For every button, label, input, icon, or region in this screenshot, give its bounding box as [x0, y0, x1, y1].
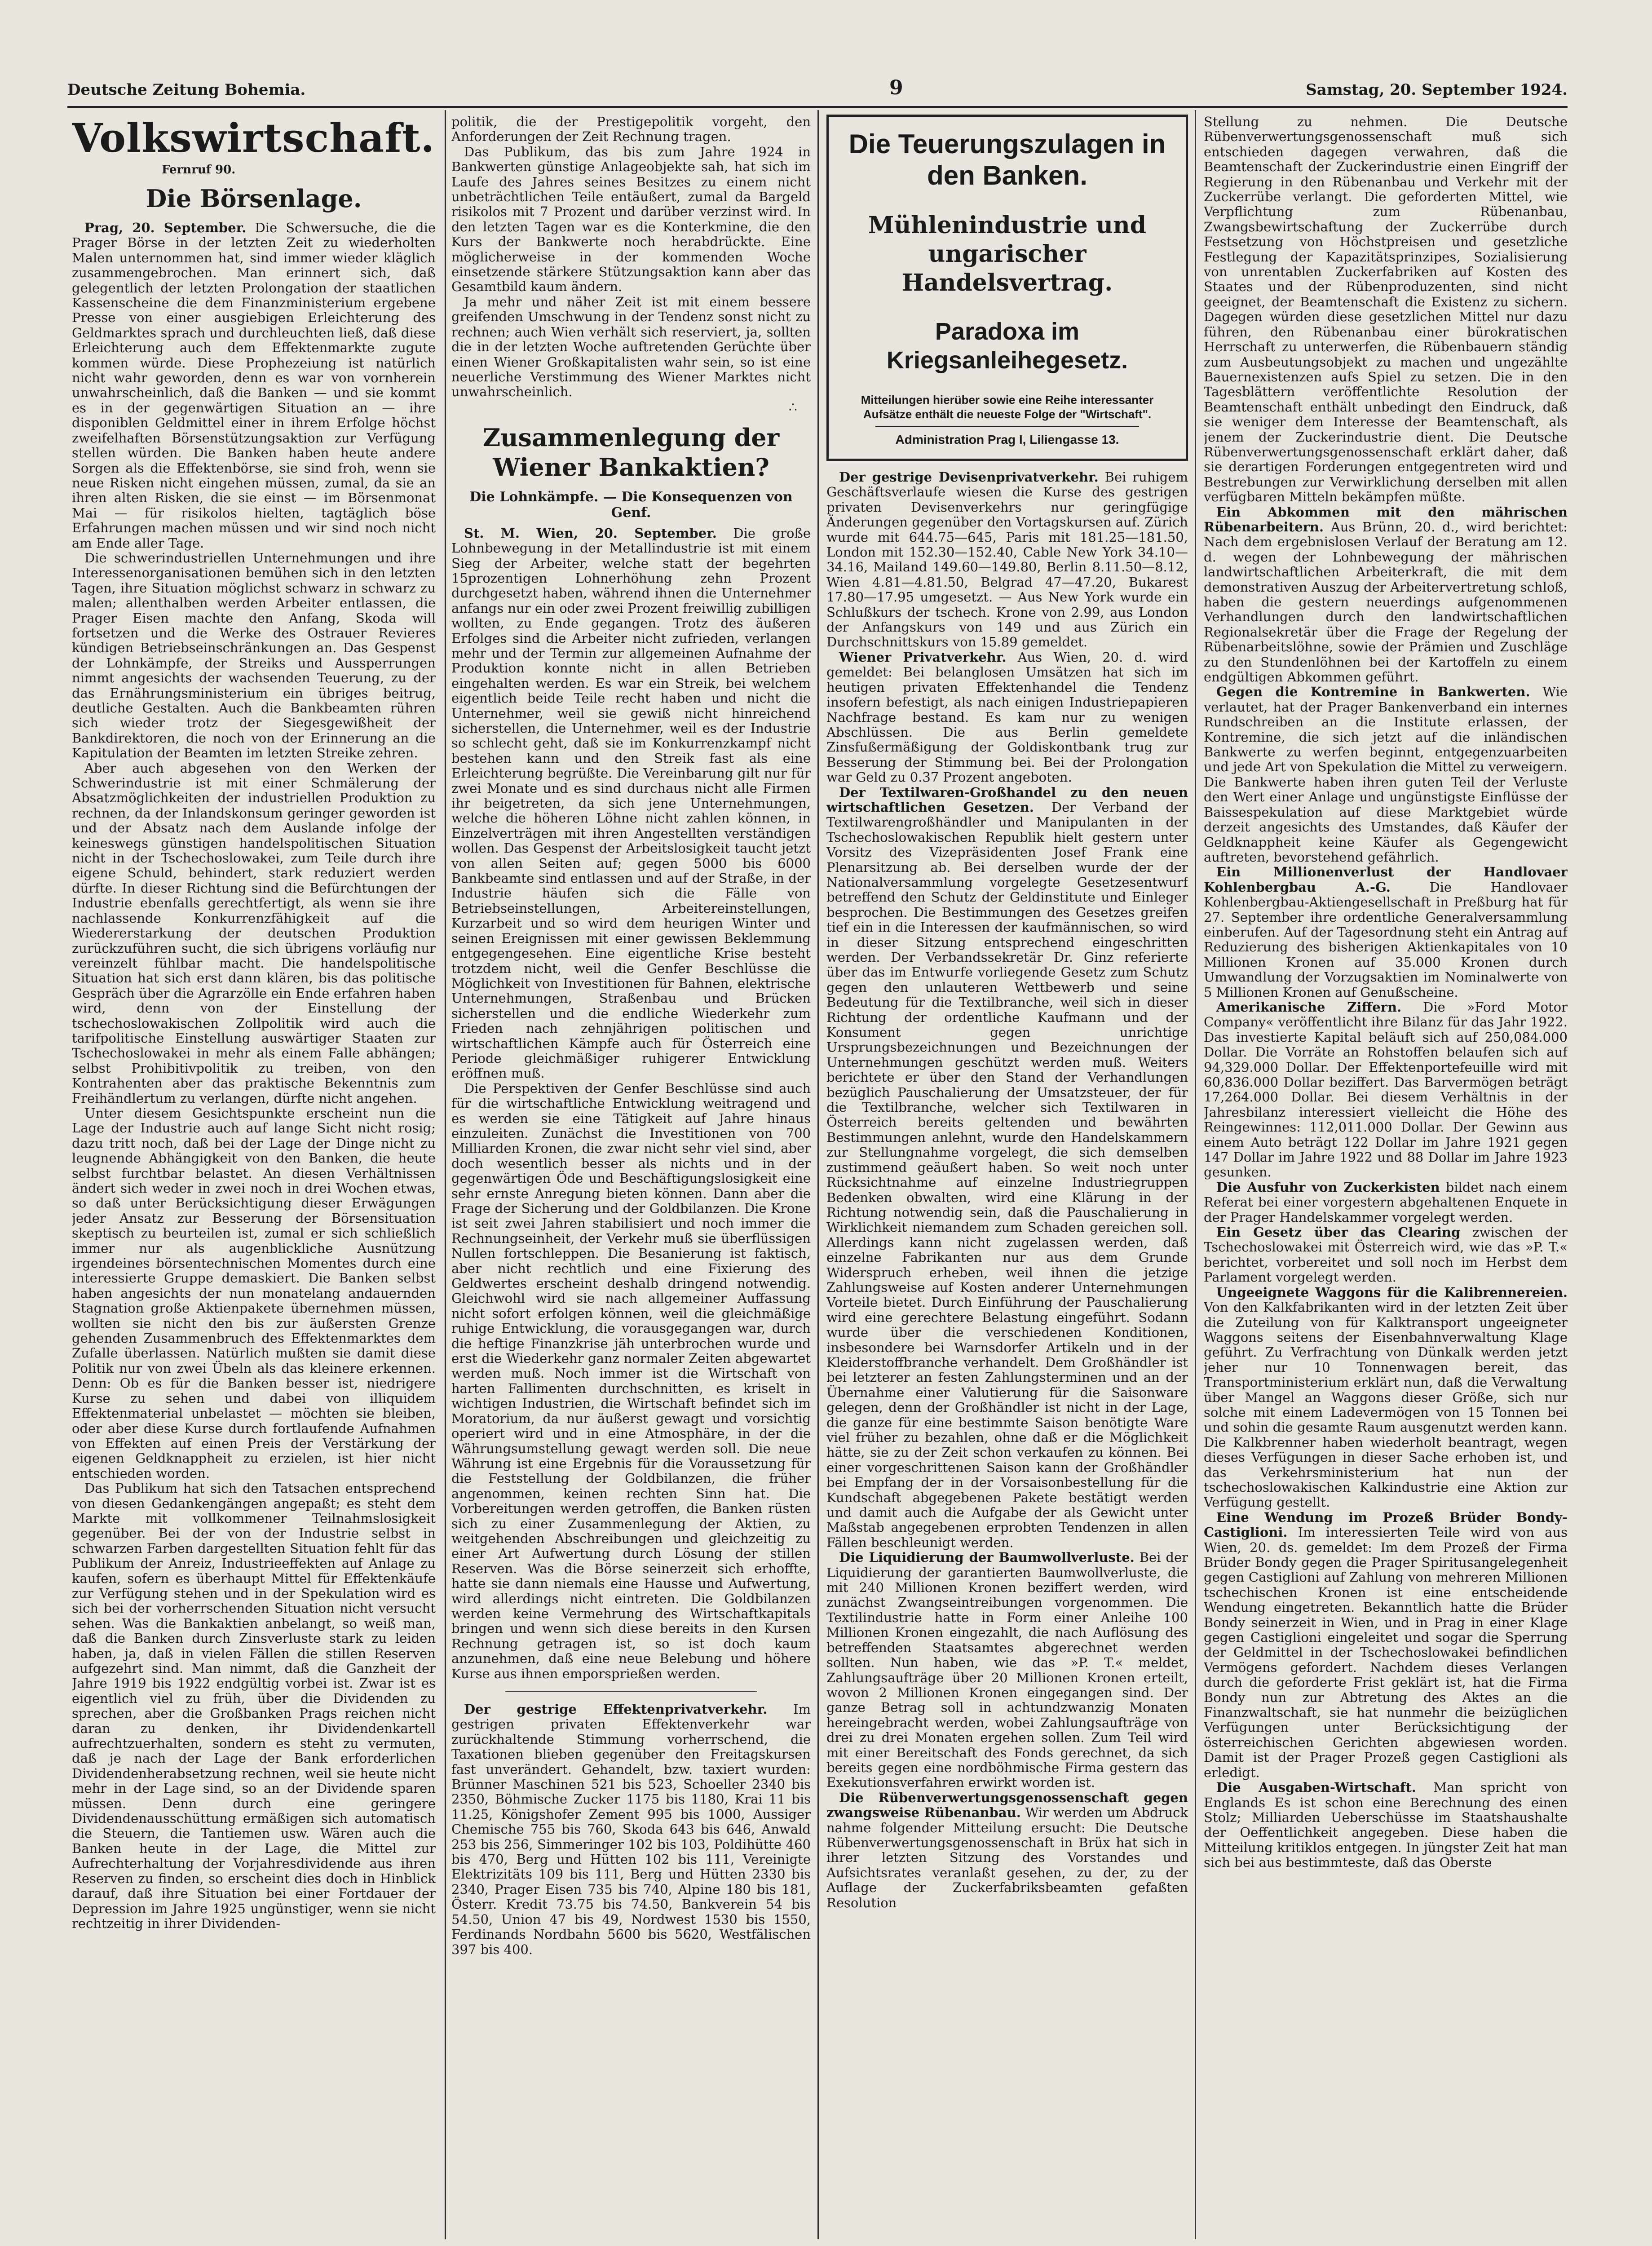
- paragraph: Im interessierten Teile wird von aus Wien, 20. ds. gemeldet: Im dem Prozeß der Firma Brüder Bondy gegen die Prager Spiritusangelegenheit gegen Castiglioni auf Zahlung von mehreren Millionen tschechischen Kronen ist eine entscheidende Wendung eingetreten. Bekanntlich hatte die Brüder Bondy seinerzeit in Wien, und in Prag in einer Klage gegen Castiglioni eingeleitet und sogar die Sperrung der Geldmittel in der Tschechoslowakei befindlichen Vermögens gefordert. Nachdem dieses Verlangen durch die geforderte Frist geklärt ist, hat die Firma Bondy nun zur Abtretung des Aktes an die Finanzwaltschaft, sie hat nunmehr die beizüglichen Verfügungen unter Berücksichtigung der österreichischen Gerichten abgewiesen worden. Damit ist der Prager Prozeß gegen Castiglioni als erledigt.: [1204, 1525, 1568, 1780]
- article-body: [451, 1702, 811, 1957]
- item-headline: Ungeeignete Waggons für die Kalibrennereien.: [1216, 1284, 1568, 1300]
- paragraph: Das Publikum, das bis zum Jahre 1924 in Bankwerten günstige Anlageobjekte sah, hat sich im Laufe des Jahres seines Besitzes zu einem nicht unbeträchtlichen Teile entäußert, zumal da Bargeld risikolos mit 7 Prozent und darüber verzinst wird. In den letzten Tagen war es die Konterkmine, die den Kurs der Bankwerte noch herabdrückte. Eine möglicherweise in der kommenden Woche einsetzende stärkere Stützungsaktion kann aber das Gesamtbild kaum ändern.: [451, 144, 811, 295]
- item-headline: Amerikanische Ziffern.: [1216, 999, 1402, 1015]
- column-4: [1204, 115, 1568, 2235]
- item-headline: Der gestrige Effektenprivatverkehr.: [464, 1702, 768, 1717]
- paragraph: Aus Wien, 20. d. wird gemeldet: Bei belanglosen Umsätzen hat sich im heutigen privaten Effektenhandel die Tendenz insofern befestigt, als nach einigen Industriepapieren Nachfrage bestand. Es kam nur zu wenigen Abschlüssen. Die aus Berlin gemeldete Zinsfußermäßigung der Goldiskontbank trug zur Besserung der Stimmung bei. Bei der Prolongation war Geld zu 0.37 Prozent angeboten.: [826, 649, 1188, 785]
- paragraph: Die Perspektiven der Genfer Beschlüsse sind auch für die wirtschaftliche Entwicklung weitragend und es werden sie eine Tätigkeit auf Jahre hinaus einzuleiten. Zunächst die Investitionen von 700 Milliarden Kronen, die zwar nicht sehr viel sind, aber doch wesentlich besser als nichts und in der gegenwärtigen Öde und Beschäftigungslosigkeit eine sehr ernste Anregung bieten können. Dann aber die Frage der Sicherung und der Goldbilanzen. Die Krone ist seit zwei Jahren stabilisiert und noch immer die Rechnungseinheit, der Verkehr muß sie überflüssigen Nullen fortschleppen. Die Besanierung ist faktisch, aber nicht rechtlich und eine Fixierung des Geldwertes erscheint deshalb dringend notwendig. Gleichwohl wird sie nach allgemeiner Auffassung nicht sofort erfolgen können, weil die gleichmäßige ruhige Entwicklung, die vorausgegangen war, durch die heftige Finanzkrise jäh unterbrochen wurde und erst die Wiederkehr ganz normaler Zeiten abgewartet werden muß. Noch immer ist die Wirtschaft von harten Fallimenten durchschnitten, es kriselt in wichtigen Industrien, die Wirtschaft befindet sich im Moratorium, da nur äußerst gewagt und vorsichtig operiert wird und in eine Atmosphäre, in der die Währungsumstellung gewagt werden soll. Die neue Währung ist eine Ergebnis für die Voraussetzung für die Feststellung der Goldbilanzen, die früher angenommen, keinen rechten Sinn hat. Die Vorbereitungen werden getroffen, die Banken rüsten sich zu einer Zusammenlegung der Aktien, zu weitgehenden Abschreibungen und gleichzeitig zu einer Art Aufwertung durch Lösung der stillen Reserven. Was die Börse seinerzeit sich erhoffte, hatte sie dann niemals eine Hausse und Aufwertung, wird allerdings nicht eintreten. Die Goldbilanzen werden keine Vermehrung des Wirtschaftkapitals bringen und wenn sich diese bereits in den Kursen Rechnung getragen ist, so ist doch kaum anzunehmen, daß eine neue Belebung und höhere Kurse aus ihnen emporsprießen werden.: [451, 1080, 811, 1681]
- article-subheadline: Die Lohnkämpfe. — Die Konsequenzen von Genf.: [469, 489, 793, 521]
- dateline: St. M. Wien, 20. September.: [464, 525, 717, 541]
- header-rule: [67, 106, 1568, 108]
- ad-title: Die Teuerungszulagen in den Banken.: [848, 129, 1166, 190]
- paragraph: Die große Lohnbewegung in der Metallindustrie ist mit einem Sieg der Arbeiter, welche statt der begehrten 15prozentigen Lohnerhöhung zehn Prozent durchgesetzt haben, während ihnen die Unternehmer anfangs nur ein oder zwei Prozent freiwillig zubilligen wollten, zu Ende gegangen. Trotz des äußeren Erfolges sind die Arbeiter nicht zufrieden, verlangen mehr und der Termin zur allgemeinen Aufnahme der Produktion konnte nicht in allen Betrieben eingehalten werden. Es war ein Streik, bei welchem eigentlich beide Teile recht haben und nicht die Unternehmer, weil sie gewiß nicht hinreichend sicherstellen, die Unternehmer, weil es der Industrie so schlecht geht, daß sie im Konkurrenzkampf nicht bestehen kann und den Streik fast als eine Erleichterung begrüßte. Die Vereinbarung gilt nur für zwei Monate und es sind durchaus nicht alle Firmen ihr beigetreten, da sich jene Unternehmungen, welche die höheren Löhne nicht zahlen können, in Einzelverträgen mit ihren Angestellten verständigen wollen. Das Gespenst der Arbeitslosigkeit taucht jetzt von allen Seiten auf; gegen 5000 bis 6000 Bankbeamte sind entlassen und auf der Straße, in der Industrie häufen sich die Fälle von Betriebseinstellungen, Arbeitereinstellungen, Kurzarbeit und so wird dem heurigen Winter und seinen Ereignissen mit einer gewissen Beklemmung entgegengesehen. Eine eigentliche Krise besteht trotzdem nicht, weil die Genfer Beschlüsse die Möglichkeit von Investitionen für Bahnen, elektrische Unternehmungen, Straßenbau und Brücken sicherstellen und die endliche Wiederkehr zum Frieden nach zehnjährigen politischen und wirtschaftlichen Kämpfe auch für Österreich eine Periode gleichmäßiger ruhigerer Entwicklung eröffnen muß.: [451, 525, 811, 1081]
- item-headline: Die Rübenverwertungsgenossenschaft gegen zwangsweise Rübenanbau.: [826, 1790, 1188, 1821]
- paragraph: Im gestrigen privaten Effektenverkehr war zurückhaltende Stimmung vorherrschend, die Taxationen blieben gegenüber den Freitagskursen fast unverändert. Gehandelt, bzw. taxiert wurden: Brünner Maschinen 521 bis 523, Schoeller 2340 bis 2350, Böhmische Zucker 1175 bis 1180, Krai 11 bis 11.25, Königshofer Zement 995 bis 1000, Aussiger Chemische 755 bis 760, Skoda 643 bis 646, Anwald 253 bis 256, Simmeringer 102 bis 103, Poldihütte 460 bis 470, Berg und Hütten 102 bis 111, Vereinigte Elektrizitäts 109 bis 111, Berg und Hütten 2330 bis 2340, Prager Eisen 735 bis 740, Alpine 180 bis 181, Österr. Kredit 73.75 bis 74.50, Bankverein 54 bis 54.50, Union 47 bis 49, Nordwest 1530 bis 1550, Ferdinands Nordbahn 5600 bis 5620, Westfälischen 397 bis 400.: [451, 1702, 811, 1957]
- column-1: [72, 115, 436, 2235]
- item-headline: Ein Abkommen mit den mährischen Rübenarbeitern.: [1204, 504, 1568, 535]
- item-headline: Ein Millionenverlust der Handlovaer Kohlenbergbau A.-G.: [1204, 864, 1568, 895]
- paragraph: Stellung zu nehmen. Die Deutsche Rübenverwertungsgenossenschaft muß sich entschieden dagegen verwahren, daß die Beamtenschaft der Zuckerindustrie einen Eingriff der Regierung in den Rübenanbau und Verkehr mit der Zuckerrübe verlangt. Die geforderten Mittel, wie Verpflichtung zum Rübenanbau, Zwangsbewirtschaftung der Zuckerrübe durch Festsetzung von Höchstpreisen und gesetzliche Festlegung der Kapazitätsprinzipes, Sozialisierung von unrentablen Zuckerfabriken auf Kosten des Staates und der Rübenproduzenten, sind nicht geeignet, der Beamtenschaft die Existenz zu sichern. Dagegen würden diese gesetzlichen Mittel nur dazu führen, den Rübenanbau einer bürokratischen Herrschaft zu unterwerfen, die Rübenbauern ständig zum Ausbeutungsobjekt zu machen und ungezählte Bauernexistenzen aufs Spiel zu setzen. Die in den Tagesblättern veröffentlichte Resolution der Beamtenschaft enthält unbedingt den Eindruck, daß sie weniger dem Interesse der Beamtenschaft, als jenem der Zuckerindustrie dient. Die Deutsche Rübenverwertungsgenossenschaft erklärt daher, daß sie derartigen Forderungen entgegentreten wird und Bestrebungen zur Verwirklichung derselben mit allen verfügbaren Mitteln bekämpfen müßte.: [1204, 115, 1568, 505]
- paragraph: Wir werden um Abdruck nahme folgender Mitteilung ersucht: Die Deutsche Rübenverwertungsgenossenschaft in Brüx hat sich in ihrer letzten Sitzung des Vorstandes und Aufsichtsrates veranlaßt gesehen, zu der, zu der Auflage der Zuckerfabriksbeamten gefaßten Resolution: [826, 1805, 1188, 1910]
- item-headline: Der gestrige Devisenprivatverkehr.: [839, 469, 1099, 485]
- item-headline: Gegen die Kontremine in Bankwerten.: [1216, 684, 1530, 700]
- paragraph: Von den Kalkfabrikanten wird in der letzten Zeit über die Zuteilung von für Kalktransport ungeeigneter Waggons seitens der Eisenbahnverwaltung Klage geführt. Zu Verfrachtung von Dünkalk werden jetzt jeher nur 10 Tonnenwagen bereit, das Transportministerium erklärt nun, daß die Verwaltung über Mangel an Waggons dieser Größe, sich nur solche mit einem Ladevermögen von 15 Tonnen bei und sohin die gesamte Raum ausgenutzt werden kann. Die Kalkbrenner haben wiederholt beantragt, wegen dieses Verfügungen in dieser Sache erhoben ist, und das Verkehrsministerium hat nun der tschechoslowakischen Kalkindustrie eine Aktion zur Verfügung gestellt.: [1204, 1300, 1568, 1510]
- article-headline: Zusammenlegung der Wiener Bankaktien?: [482, 423, 780, 482]
- paragraph: Die schwerindustriellen Unternehmungen und ihre Interessenorganisationen bemühen sich in den letzten Tagen, ihre Situation möglichst schwarz in schwarz zu malen; allenthalben werden Arbeiter entlassen, die Prager Eisen machte den Anfang, Skoda will fortsetzen und die Werke des Ostrauer Revieres kündigen Betriebseinschränkungen an. Das Gespenst der Lohnkämpfe, der Streiks und Aussperrungen nimmt angesichts der wachsenden Teuerung, zu der das Ernährungsministerium ein übriges beitrug, deutliche Gestalten. Auch die Bankbeamten rühren sich wieder trotz der Siegesgewißheit der Bankdirektoren, die noch von der Erinnerung an die Kapitulation der Beamten im letzten Streike zehren.: [72, 550, 436, 761]
- item-headline: Wiener Privatverkehr.: [839, 649, 1007, 665]
- article-body: [826, 470, 1188, 1910]
- article-body: [451, 526, 811, 1681]
- article-body: [72, 221, 436, 1931]
- article-body: [451, 115, 811, 400]
- paragraph: Bei der Liquidierung der garantierten Baumwollverluste, die mit 240 Millionen Kronen beziffert werden, wird zunächst Zwangseintreibungen vorgenommen. Die Textilindustrie hatte in Form einer Anleihe 100 Millionen Kronen eingezahlt, die nach Auflösung des betreffenden Staatsamtes abgerechnet werden sollten. Nun haben, wie das »P. T.« meldet, Zahlungsaufträge über 20 Millionen Kronen erteilt, wovon 2 Millionen Kronen eingegangen sind. Der ganze Betrag soll in achtundzwanzig Monaten hereingebracht werden, wobei Zahlungsaufträge von drei zu drei Monaten ergehen sollen. Zum Teil wird mit einer Bereitschaft des Fonds gerechnet, da sich bereits gegen eine nordböhmische Firma gestern das Exekutionsverfahren erwirkt worden ist.: [826, 1550, 1188, 1791]
- item-headline: Die Ausfuhr von Zuckerkisten: [1216, 1179, 1440, 1195]
- item-headline: Der Textilwaren-Großhandel zu den neuen wirtschaftlichen Gesetzen.: [826, 784, 1188, 815]
- issue-date: Samstag, 20. September 1924.: [1306, 81, 1568, 99]
- column-3: [826, 115, 1188, 2235]
- ornament: ∴: [788, 399, 797, 416]
- paragraph: bildet nach einem Referat bei einer vorgestern abgehaltenen Enquete in der Prager Handelskammer vorgelegt werden.: [1204, 1179, 1568, 1225]
- item-headline: Die Ausgaben-Wirtschaft.: [1216, 1780, 1416, 1795]
- page-header: [67, 76, 1568, 103]
- paragraph: Ja mehr und näher Zeit ist mit einem bessere greifenden Umschwung in der Tendenz sonst nicht zu rechnen; auch Wien verhält sich reserviert, ja, sollten die in der letzten Woche auftretenden Gerüchte über einen Wiener Großkapitalisten wahr sein, so ist eine neuerliche Verstimmung des Wiener Marktes nicht unwahrscheinlich.: [451, 294, 811, 400]
- item-headline: Die Liquidierung der Baumwollverluste.: [839, 1550, 1135, 1565]
- paragraph: Aus Brünn, 20. d., wird berichtet: Nach dem ergebnislosen Verlauf der Beratung am 12. d. wegen der Lohnbewegung der mährischen landwirtschaftlichen Arbeiterkraft, die mit dem demonstrativen Auszug der Arbeitervertretung schloß, haben die gestern neuerdings aufgenommenen Verhandlungen durch den landwirtschaftlichen Regionalsekretär über die Frage der Regelung der Rübenarbeitslöhne, sowie der Prämien und Zuschläge zu den Stundenlöhnen bei der Kartoffeln zu einem endgültigen Abkommen geführt.: [1204, 519, 1568, 685]
- paragraph: zwischen der Tschechoslowakei mit Österreich wird, wie das »P. T.« berichtet, vorbereitet und soll noch im Herbst dem Parlament vorgelegt werden.: [1204, 1225, 1568, 1285]
- item-headline: Ein Gesetz über das Clearing: [1216, 1225, 1461, 1240]
- section-phone: Fernruf 90.: [162, 163, 236, 177]
- column-2: [451, 115, 811, 2235]
- advertisement-box: [826, 115, 1188, 461]
- article-body: [1204, 115, 1568, 1870]
- paper-name: Deutsche Zeitung Bohemia.: [67, 81, 306, 99]
- paragraph: Die »Ford Motor Company« veröffentlicht ihre Bilanz für das Jahr 1922. Das investierte Kapital beläuft sich auf 250,084.000 Dollar. Die Vorräte an Rohstoffen belaufen sich auf 94,329.000 Dollar. Der Effektenportefeuille wird mit 60,836.000 Dollar beziffert. Das Barvermögen beträgt 17,264.000 Dollar. Bei diesem Verhältnis in der Jahresbilanz interessiert vielleicht die Höhe des Reingewinnes: 112,011.000 Dollar. Der Gewinn aus einem Auto beträgt 122 Dollar im Jahre 1921 gegen 147 Dollar im Jahre 1922 und 88 Dollar im Jahre 1923 gesunken.: [1204, 999, 1568, 1180]
- ad-line: Mühlenindustrie und ungarischer Handelsvertrag.: [868, 212, 1147, 296]
- paragraph: Die Handlovaer Kohlenbergbau-Aktiengesellschaft in Preßburg hat für 27. September ihre ordentliche Generalversammlung einberufen. Auf der Tagesordnung steht ein Antrag auf Reduzierung des bisherigen Aktienkapitales von 10 Millionen Kronen auf 35.000 Kronen durch Umwandlung der Vorzugsaktien im Nominalwerte von 5 Millionen Kronen auf Genußscheine.: [1204, 879, 1568, 1000]
- ad-rule: [875, 426, 1139, 427]
- ad-note: Mitteilungen hierüber sowie eine Reihe interessanter Aufsätze enthält die neueste Folge der "Wirtschaft".: [861, 393, 1154, 421]
- article-separator: [505, 1691, 757, 1692]
- page-number: 9: [889, 76, 903, 99]
- paragraph: Man spricht von Englands Es ist schon eine Berechnung des einen Stolz; Milliarden Ueberschüsse im Staatshaushalte der Oeffentlichkeit angegeben. Diese haben die Mitteilung kritiklos entgegen. In jüngster Zeit hat man sich bei aus bestimmteste, daß das Oberste: [1204, 1780, 1568, 1870]
- paragraph: Die Schwersuche, die die Prager Börse in der letzten Zeit zu wiederholten Malen unternommen hat, sind immer wieder kläglich zusammengebrochen. Man erinnert sich, daß gelegentlich der letzten Prolongation der staatlichen Kassenscheine die dem Finanzministerium ergebene Presse von einer ausgiebigen Erleichterung des Geldmarktes sprach und durchleuchten ließ, daß diese Erleichterung auch dem Effektenmarkte zugute kommen würde. Diese Prophezeiung ist natürlich nicht wahr geworden, denn es war von vornherein unwahrscheinlich, daß die Banken — und sie kommt es in der gegenwärtigen Situation an — ihre disponiblen Geldmittel einer in ihrem Erfolge höchst zweifelhaften Börsenstützungsaktion zur Verfügung stellen würden. Die Banken haben heute andere Sorgen als die Effektenbörse, sie sind froh, wenn sie neue Risken nicht eingehen müssen, zumal, da sie an ihren alten Risken, die sie einst — im Börsenmonat Mai — für risikolos hielten, tagtäglich böse Erfahrungen machen müssen und wir sind noch nicht am Ende aller Tage.: [72, 220, 436, 551]
- ad-line: Paradoxa im Kriegsanleihegesetz.: [886, 318, 1128, 374]
- column-divider: [817, 110, 819, 2239]
- paragraph: Das Publikum hat sich den Tatsachen entsprechend von diesen Gedankengängen angepaßt; es steht dem Markte mit vollkommener Teilnahmslosigkeit gegenüber. Bei der von der Industrie selbst in schwarzen Farben dargestellten Situation fehlt für das Publikum der Anreiz, Industrieeffekten auf Anlage zu kaufen, sofern es überhaupt Mittel für Effektenkäufe zur Verfügung stehen und in der Spekulation wird es sich bei der vorherrschenden Situation nicht versucht sehen. Was die Bankaktien anbelangt, so weiß man, daß die Banken durch Zinsverluste stark zu leiden haben, ja, daß in vielen Fällen die stillen Reserven aufgezehrt sind. Man nimmt, daß die Ganzheit der Jahre 1919 bis 1922 endgültig vorbei ist. Zwar ist es eigentlich viel zu früh, über die Dividenden zu sprechen, aber die Großbanken Prags reichen nicht daran zu denken, ihr Dividendenkartell aufrechtzuerhalten, sondern es steht zu vermuten, daß je nach der Lage der Bank erforderlichen Dividendenherabsetzung rechnen, weil sie heute nicht mehr in der Lage sind, so an der Dividende sparen müssen. Denn durch eine geringere Dividendenausschüttung ermäßigen sich automatisch die Steuern, die Tantiemen usw. Wären auch die Banken heute in der Lage, die Mittel zur Aufrechterhaltung der Vorjahresdividende aus ihren Reserven zu finden, so erscheint dies doch in Hinblick darauf, daß ihre Situation bei einer Fortdauer der Depression im Jahre 1925 ungünstiger, wenn sie nicht rechtzeitig in ihrer Dividenden-: [72, 1481, 436, 1931]
- paragraph: Bei ruhigem Geschäftsverlaufe wiesen die Kurse des gestrigen privaten Devisenverkehrs nur geringfügige Änderungen gegenüber den Vortagskursen auf. Zürich wurde mit 644.75—645, Paris mit 181.25—181.50, London mit 152.30—152.40, Cable New York 34.10—34.16, Mailand 149.60—149.80, Berlin 8.11.50—8.12, Wien 4.81—4.81.50, Belgrad 47—47.20, Bukarest 17.80—17.95 umgesetzt. — Aus New York wurde ein Schlußkurs der tschech. Krone von 2.99, aus London der Anfangskurs von 149 und aus Zürich ein Durchschnittskurs von 15.89 gemeldet.: [826, 469, 1188, 650]
- paragraph: Aber auch abgesehen von den Werken der Schwerindustrie ist mit einer Schmälerung der Absatzmöglichkeiten der industriellen Produktion zu rechnen, da der Inlandskonsum geringer geworden ist und der Absatz nach dem Auslande infolge der keineswegs günstigen handelspolitischen Situation nicht in der Tschechoslowakei, zum Teile durch ihre eigene Schuld, behindert, stark reduziert werden dürfte. In dieser Richtung sind die Befürchtungen der Industrie ebenfalls gerechtfertigt, als wenn sie ihre nachlassende Konkurrenzfähigkeit auf die Wiedererstarkung der deutschen Produktion zurückzuführen sucht, die sich übrigens vorläufig nur vereinzelt fühlbar macht. Die handelspolitische Situation hat sich erst dann klären, bis das politische Gespräch über die Agrarzölle ein Ende erfahren haben wird, denn von der Einstellung der tschechoslowakischen Zollpolitik wird auch die tarifpolitische Einstellung auswärtiger Staaten zur Tschechoslowakei in mehr als einem Falle abhängen; selbst Prohibitivpolitik zu treiben, von den Kontrahenten aber das praktische Bekenntnis zum Freihändlertum zu verlangen, dürfte nicht angehen.: [72, 760, 436, 1106]
- ad-address: Administration Prag I, Liliengasse 13.: [895, 433, 1119, 447]
- paragraph: politik, die der Prestigepolitik vorgeht, den Anforderungen der Zeit Rechnung tragen.: [451, 115, 811, 145]
- column-divider: [1195, 110, 1196, 2239]
- paragraph: Der Verband der Textilwarengroßhändler und Manipulanten in der Tschechoslowakischen Republik hielt gestern unter Vorsitz des Vizepräsidenten Josef Frank eine Plenarsitzung ab. Bei derselben wurde der der Nationalversammlung vorgelegte Gesetzesentwurf betreffend den Schutz der Geldinstitute und Einleger besprochen. Die Bestimmungen des Gesetzes greifen tief ein in die Interessen der kaufmännischen, so wird in dieser Sitzung entsprechend eingeschritten werden. Der Verbandssekretär Dr. Ginz referierte über das im Entwurfe vorliegende Gesetz zum Schutz gegen den unlauteren Wettbewerb und seine Bedeutung für die Textilbranche, weil sich in dieser Richtung der ordentliche Kaufmann und der Konsument gegen unrichtige Ursprungsbezeichnungen und Bezeichnungen der Unternehmungen geschützt werden muß. Weiters berichtete er über den Stand der Verhandlungen bezüglich Pauschalierung der Umsatzsteuer, der für die Textilbranche, welcher sich Textilwaren in Österreich bereits geltenden und bewährten Bestimmungen anlehnt, wurde den Handelskammern zur Stellungnahme vorgelegt, die sich demselben zustimmend geäußert haben. So weit noch unter Rücksichtnahme auf einzelne Industriegruppen Bedenken obwalten, wird eine Klärung in der Richtung notwendig sein, daß die Pauschalierung in Wirklichkeit niemandem zum Schaden gereichen soll. Allerdings kann nicht zugelassen werden, daß einzelne Fabrikanten nur aus dem Grunde Widerspruch erheben, weil ihnen die jetzige Zahlungsweise auf Kosten anderer Unternehmungen Vorteile bietet. Durch Einführung der Pauschalierung wird eine gerechtere Belastung eingeführt. Sodann wurde über die verschiedenen Konditionen, insbesondere bei Warnsdorfer Artikeln und in der Kleiderstoffbranche verhandelt. Dem Großhändler ist bei letzterer an festen Zahlungsterminen und an der Übernahme einer Valutierung für die Saisonware gelegen, denn der Großhändler ist nicht in der Lage, die ganze für eine bestimmte Saison benötigte Ware viel früher zu bezahlen, ohne daß er die Möglichkeit hätte, sie zu der Zeit schon verkaufen zu können. Bei einer vorgeschrittenen Saison kann der Großhändler bei Empfang der in der Vorsaisonbestellung für die Kundschaft abgegebenen Pakete bestätigt werden und damit auch die Aufgabe der als Gewicht unter Maßstab angegebenen erprobten Tendenzen in allen Fällen beschleunigt werden.: [826, 799, 1188, 1550]
- paragraph: Unter diesem Gesichtspunkte erscheint nun die Lage der Industrie auch auf lange Sicht nicht rosig; dazu tritt noch, daß bei der Lage der Dinge nicht zu leugnende Abhängigkeit von den Banken, die heute selbst furchtbar belastet. An diesen Verhältnissen ändert sich weder in zwei noch in drei Wochen etwas, so daß unter Berücksichtigung dieser Erwägungen jeder Ansatz zur Besserung der Börsensituation skeptisch zu beurteilen ist, zumal er sich schließlich immer nur als augenblickliche Ausnützung irgendeines börsentechnischen Momentes durch eine interessierte Gruppe demaskiert. Die Banken selbst haben angesichts der nun monatelang andauernden Stagnation große Aktienpakete übernehmen müssen, wollten sie nicht den bis zur äußersten Grenze gehenden Zusammenbruch des Effektenmarktes dem Zufalle überlassen. Natürlich mußten sie damit diese Politik nur von zwei Übeln als das kleinere erkennen. Denn: Ob es für die Banken besser ist, niedrigere Kurse zu sehen und dabei von illiquidem Effektenmaterial unbelastet — möchten sie bleiben, oder aber diese Kurse durch fortlaufende Aufnahmen von Effekten auf einen Preis der Verstärkung der eigenen Geldknappheit zu erzielen, ist hier nicht entschieden worden.: [72, 1105, 436, 1481]
- item-headline: Eine Wendung im Prozeß Brüder Bondy-Castiglioni.: [1204, 1509, 1568, 1540]
- article-headline: Die Börsenlage.: [146, 184, 362, 213]
- column-divider: [445, 110, 446, 2239]
- section-title: Volkswirtschaft.: [72, 115, 435, 161]
- dateline: Prag, 20. September.: [84, 220, 247, 235]
- paragraph: Wie verlautet, hat der Prager Bankenverband ein internes Rundschreiben an die Institute erlassen, der Kontremine, die sich jetzt auf die inländischen Bankwerte zu werfen beginnt, entgegenzuarbeiten und jede Art von Spekulation die Mittel zu verweigern. Die Bankwerte haben ihren guten Teil der Verluste den Wert einer Anlage und ungünstigste Einflüsse der Baissespekulation auf diese Marktgebiet würde derzeit angesichts des Umstandes, daß Käufer der Geldknappheit keine Käufer als Gegengewicht auftreten, bevorstehend gefährlich.: [1204, 684, 1568, 865]
